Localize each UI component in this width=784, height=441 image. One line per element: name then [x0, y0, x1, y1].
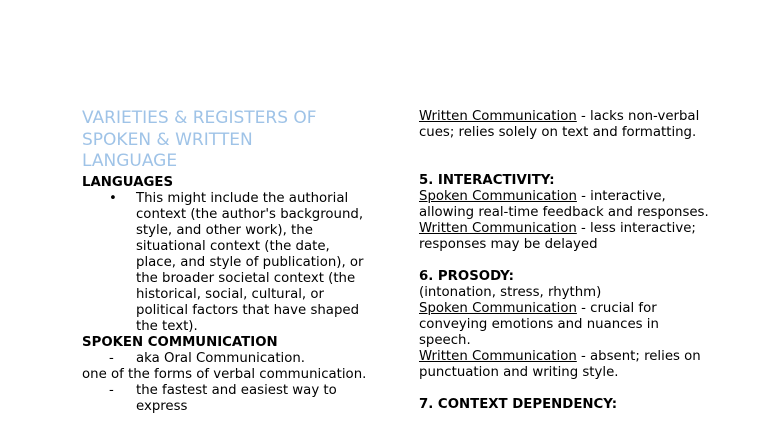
written-item-2	[419, 221, 709, 253]
spacer	[419, 141, 709, 173]
interactivity-heading: 5. INTERACTIVITY:	[419, 173, 555, 188]
languages-bullet-item	[82, 191, 372, 335]
spacer	[419, 381, 709, 397]
prosody-heading: 6. PROSODY:	[419, 269, 514, 284]
page-title: VARIETIES & REGISTERS OF SPOKEN & WRITTEN LANGUAGE	[82, 108, 317, 171]
written-item-3	[419, 349, 709, 381]
spoken-label: Spoken Communication	[419, 189, 577, 204]
spoken-item-3	[419, 301, 709, 349]
context-dependency-heading: 7. CONTEXT DEPENDENCY:	[419, 397, 618, 412]
written-label: Written Communication	[419, 109, 577, 124]
dash-marker: -	[109, 382, 114, 398]
spoken-dash-item-1	[82, 351, 372, 367]
spacer	[419, 253, 709, 269]
languages-bullet-text: This might include the authorial context (the author's background, style, and other work), the situational context (the date, place, and style of publication), or the broader societal context (the historical, social, cultural, or political factors that have shaped the text).	[136, 190, 364, 334]
spoken-text: - interactive, allowing real-time feedback and responses.	[419, 189, 709, 220]
written-text: - lacks non-verbal cues; relies solely on text and formatting.	[419, 109, 700, 140]
spoken-item-2	[419, 189, 709, 221]
written-item-1	[419, 109, 709, 141]
spoken-dash-item-2	[82, 383, 372, 415]
written-label: Written Communication	[419, 349, 577, 364]
spoken-communication-heading: SPOKEN COMMUNICATION	[82, 334, 278, 350]
spoken-label: Spoken Communication	[419, 301, 577, 316]
left-column	[82, 108, 372, 415]
languages-heading: LANGUAGES	[82, 174, 174, 190]
written-text: - less interactive; responses may be delayed	[419, 221, 696, 252]
written-label: Written Communication	[419, 221, 577, 236]
right-column	[419, 109, 709, 413]
spoken-dash-text-1: aka Oral Communication.	[136, 350, 306, 366]
written-text: - absent; relies on punctuation and writing style.	[419, 349, 701, 380]
spoken-paragraph: one of the forms of verbal communication.	[82, 366, 367, 382]
dash-marker: -	[109, 350, 114, 366]
bullet-marker: •	[109, 190, 117, 206]
spoken-dash-text-2: the fastest and easiest way to express	[136, 382, 337, 414]
prosody-subtitle: (intonation, stress, rhythm)	[419, 285, 602, 300]
spoken-text: - crucial for conveying emotions and nuances in speech.	[419, 301, 659, 348]
